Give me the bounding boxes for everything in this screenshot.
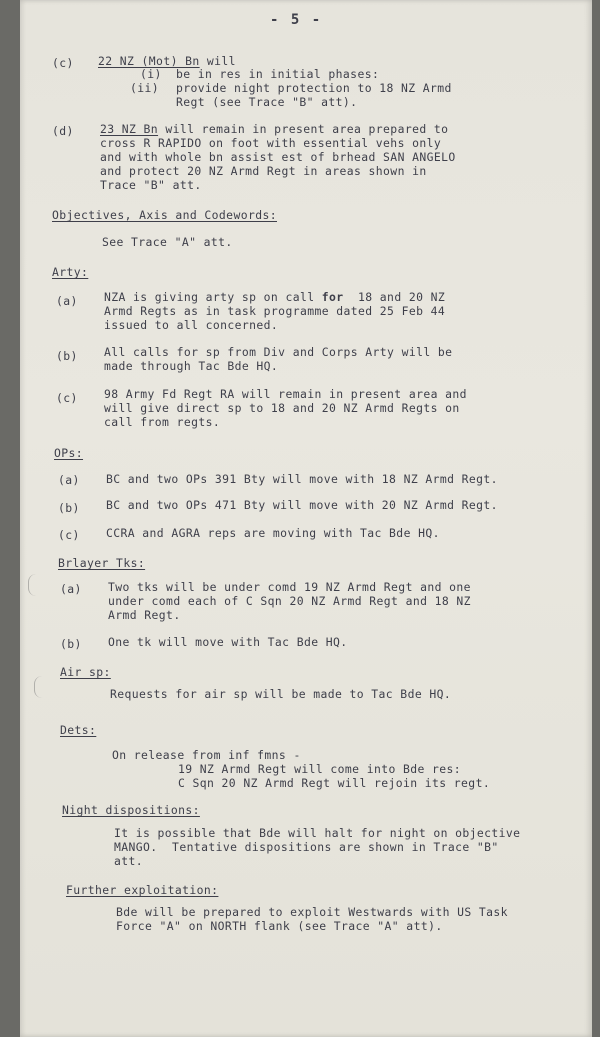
arty-a-line1-bold: for — [321, 290, 344, 304]
para-c-item-ii-label: (ii) — [130, 81, 160, 95]
brlayer-b: One tk will move with Tac Bde HQ. — [108, 635, 348, 649]
ops-heading: OPs: — [54, 446, 84, 460]
para-d-line5: Trace "B" att. — [100, 178, 202, 192]
dets-heading: Dets: — [60, 723, 97, 737]
night-line2: MANGO. Tentative dispositions are shown in Trace "B" — [114, 840, 499, 854]
arty-c-line3: call from regts. — [104, 415, 221, 429]
brlayer-a-line3: Armd Regt. — [108, 608, 181, 622]
pencil-mark — [34, 676, 49, 698]
ops-c-label: (c) — [58, 528, 80, 542]
pencil-mark — [28, 574, 43, 596]
para-c-item-i-label: (i) — [140, 67, 162, 81]
arty-a-line3: issued to all concerned. — [104, 318, 279, 332]
para-d-line3: and with whole bn assist est of brhead SAN ANGELO — [100, 150, 456, 164]
further-heading: Further exploitation: — [66, 883, 219, 897]
air-body: Requests for air sp will be made to Tac Bde HQ. — [110, 687, 452, 701]
dets-line1: On release from inf fmns - — [112, 748, 301, 762]
arty-heading: Arty: — [52, 265, 89, 279]
para-d-line1-rest: will remain in present area prepared to — [158, 122, 449, 136]
objectives-heading: Objectives, Axis and Codewords: — [52, 208, 277, 222]
further-line1: Bde will be prepared to exploit Westwards with US Task — [116, 905, 508, 919]
brlayer-heading: Brlayer Tks: — [58, 556, 146, 570]
para-c-item-ii-line2: Regt (see Trace "B" att). — [176, 95, 358, 109]
arty-c-line1: 98 Army Fd Regt RA will remain in present area and — [104, 387, 467, 401]
dets-line2: 19 NZ Armd Regt will come into Bde res: — [178, 762, 462, 776]
arty-b-line1: All calls for sp from Div and Corps Arty will be — [104, 345, 453, 359]
para-d-first-line — [100, 123, 448, 136]
ops-a: BC and two OPs 391 Bty will move with 18 NZ Armd Regt. — [106, 472, 498, 486]
brlayer-a-line2: under comd each of C Sqn 20 NZ Armd Regt and 18 NZ — [108, 594, 471, 608]
ops-b: BC and two OPs 471 Bty will move with 20 NZ Armd Regt. — [106, 498, 498, 512]
further-line2: Force "A" on NORTH flank (see Trace "A" att). — [116, 919, 443, 933]
brlayer-a-line1: Two tks will be under comd 19 NZ Armd Regt and one — [108, 580, 471, 594]
night-line1: It is possible that Bde will halt for night on objective — [114, 826, 521, 840]
para-c-item-ii-line1: provide night protection to 18 NZ Armd — [176, 81, 452, 95]
para-c-label: (c) — [52, 56, 74, 70]
para-d-title: 23 NZ Bn — [100, 122, 159, 136]
para-d-label: (d) — [52, 124, 74, 138]
arty-b-label: (b) — [56, 349, 78, 363]
para-d-line4: and protect 20 NZ Armd Regt in areas shown in — [100, 164, 427, 178]
arty-a-line1-pre: NZA is giving arty sp on call — [104, 290, 322, 304]
para-c-title: 22 NZ (Mot) Bn — [98, 54, 200, 68]
arty-b-line2: made through Tac Bde HQ. — [104, 359, 279, 373]
arty-a-line1 — [104, 291, 445, 304]
ops-b-label: (b) — [58, 501, 80, 515]
dets-line3: C Sqn 20 NZ Armd Regt will rejoin its regt. — [178, 776, 491, 790]
objectives-body: See Trace "A" att. — [102, 235, 233, 249]
night-line3: att. — [114, 854, 144, 868]
para-c-item-i: be in res in initial phases: — [176, 67, 380, 81]
ops-c: CCRA and AGRA reps are moving with Tac Bde HQ. — [106, 526, 440, 540]
page-number: - 5 - — [270, 12, 323, 28]
brlayer-b-label: (b) — [60, 637, 82, 651]
arty-a-label: (a) — [56, 294, 78, 308]
night-heading: Night dispositions: — [62, 803, 200, 817]
ops-a-label: (a) — [58, 473, 80, 487]
arty-c-line2: will give direct sp to 18 and 20 NZ Armd Regts on — [104, 401, 460, 415]
brlayer-a-label: (a) — [60, 582, 82, 596]
para-c-lead: will — [199, 54, 236, 68]
arty-c-label: (c) — [56, 391, 78, 405]
para-d-line2: cross R RAPIDO on foot with essential vehs only — [100, 136, 442, 150]
air-heading: Air sp: — [60, 665, 111, 679]
arty-a-line2: Armd Regts as in task programme dated 25 Feb 44 — [104, 304, 446, 318]
arty-a-line1-post: 18 and 20 NZ — [343, 290, 446, 304]
